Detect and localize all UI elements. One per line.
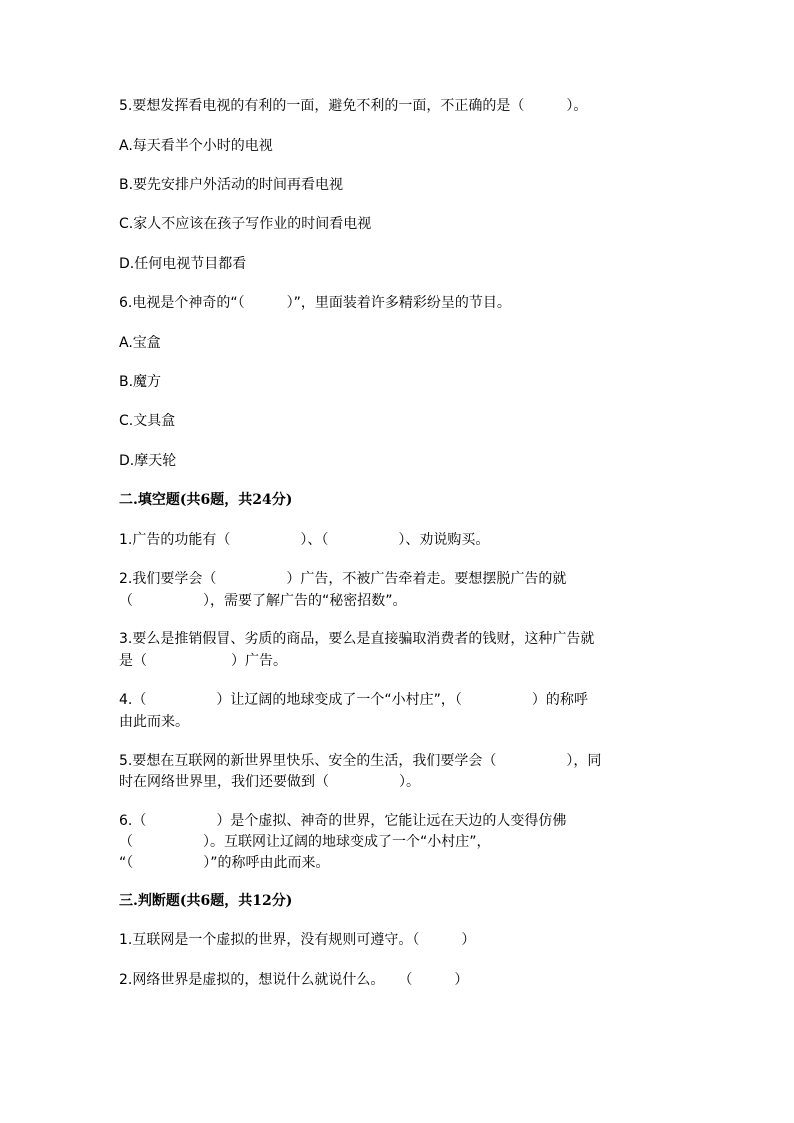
mc-q5-option-c: C.家人不应该在孩子写作业的时间看电视 (119, 216, 372, 232)
fill-q3-line1: 3.要么是推销假冒、劣质的商品，要么是直接骗取消费者的钱财，这种广告就 (119, 631, 595, 647)
fill-q1-line1: 1.广告的功能有（ ）、（ ）、劝说购买。 (119, 532, 490, 548)
fill-q6-line3: “（ ）”的称呼由此而来。 (119, 855, 330, 871)
fill-q6-line2: （ ）。互联网让辽阔的地球变成了一个“小村庄”， (119, 834, 491, 850)
fill-q6-line1: 6.（ ）是个虚拟、神奇的世界，它能让远在天边的人变得仿佛 (119, 813, 567, 829)
fill-q5-line1: 5.要想在互联网的新世界里快乐、安全的生活，我们要学会（ ），同 (119, 753, 602, 769)
fill-q3-line2: 是（ ）广告。 (119, 653, 287, 669)
fill-q4-line2: 由此而来。 (119, 714, 189, 730)
fill-q4-line1: 4.（ ）让辽阔的地球变成了一个“小村庄”，（ ）的称呼 (119, 692, 588, 708)
section-heading-judge: 三.判断题(共6题，共12分) (119, 893, 293, 909)
section-heading-fill: 二.填空题(共6题，共24分) (119, 492, 293, 508)
mc-q5-option-b: B.要先安排户外活动的时间再看电视 (119, 177, 344, 193)
mc-q5-option-a: A.每天看半个小时的电视 (119, 138, 273, 154)
mc-q6-option-a: A.宝盒 (119, 335, 161, 351)
mc-q6-option-c: C.文具盒 (119, 413, 176, 429)
fill-q5-line2: 时在网络世界里，我们还要做到（ ）。 (119, 774, 420, 790)
mc-q6-stem: 6.电视是个神奇的“（ ）”，里面装着许多精彩纷呈的节目。 (119, 295, 511, 311)
mc-q6-option-d: D.摩天轮 (119, 453, 177, 469)
mc-q5-option-d: D.任何电视节目都看 (119, 256, 247, 272)
fill-q2-line2: （ ），需要了解广告的“秘密招数”。 (119, 593, 407, 609)
judge-q2: 2.网络世界是虚拟的，想说什么就说什么。 （ ） (119, 972, 469, 988)
mc-q6-option-b: B.魔方 (119, 374, 162, 390)
mc-q5-stem: 5.要想发挥看电视的有利的一面，避免不利的一面，不正确的是（ ）。 (119, 98, 588, 114)
fill-q2-line1: 2.我们要学会（ ）广告，不被广告牵着走。要想摆脱广告的就 (119, 571, 567, 587)
judge-q1: 1.互联网是一个虚拟的世界，没有规则可遵守。（ ） (119, 932, 476, 948)
